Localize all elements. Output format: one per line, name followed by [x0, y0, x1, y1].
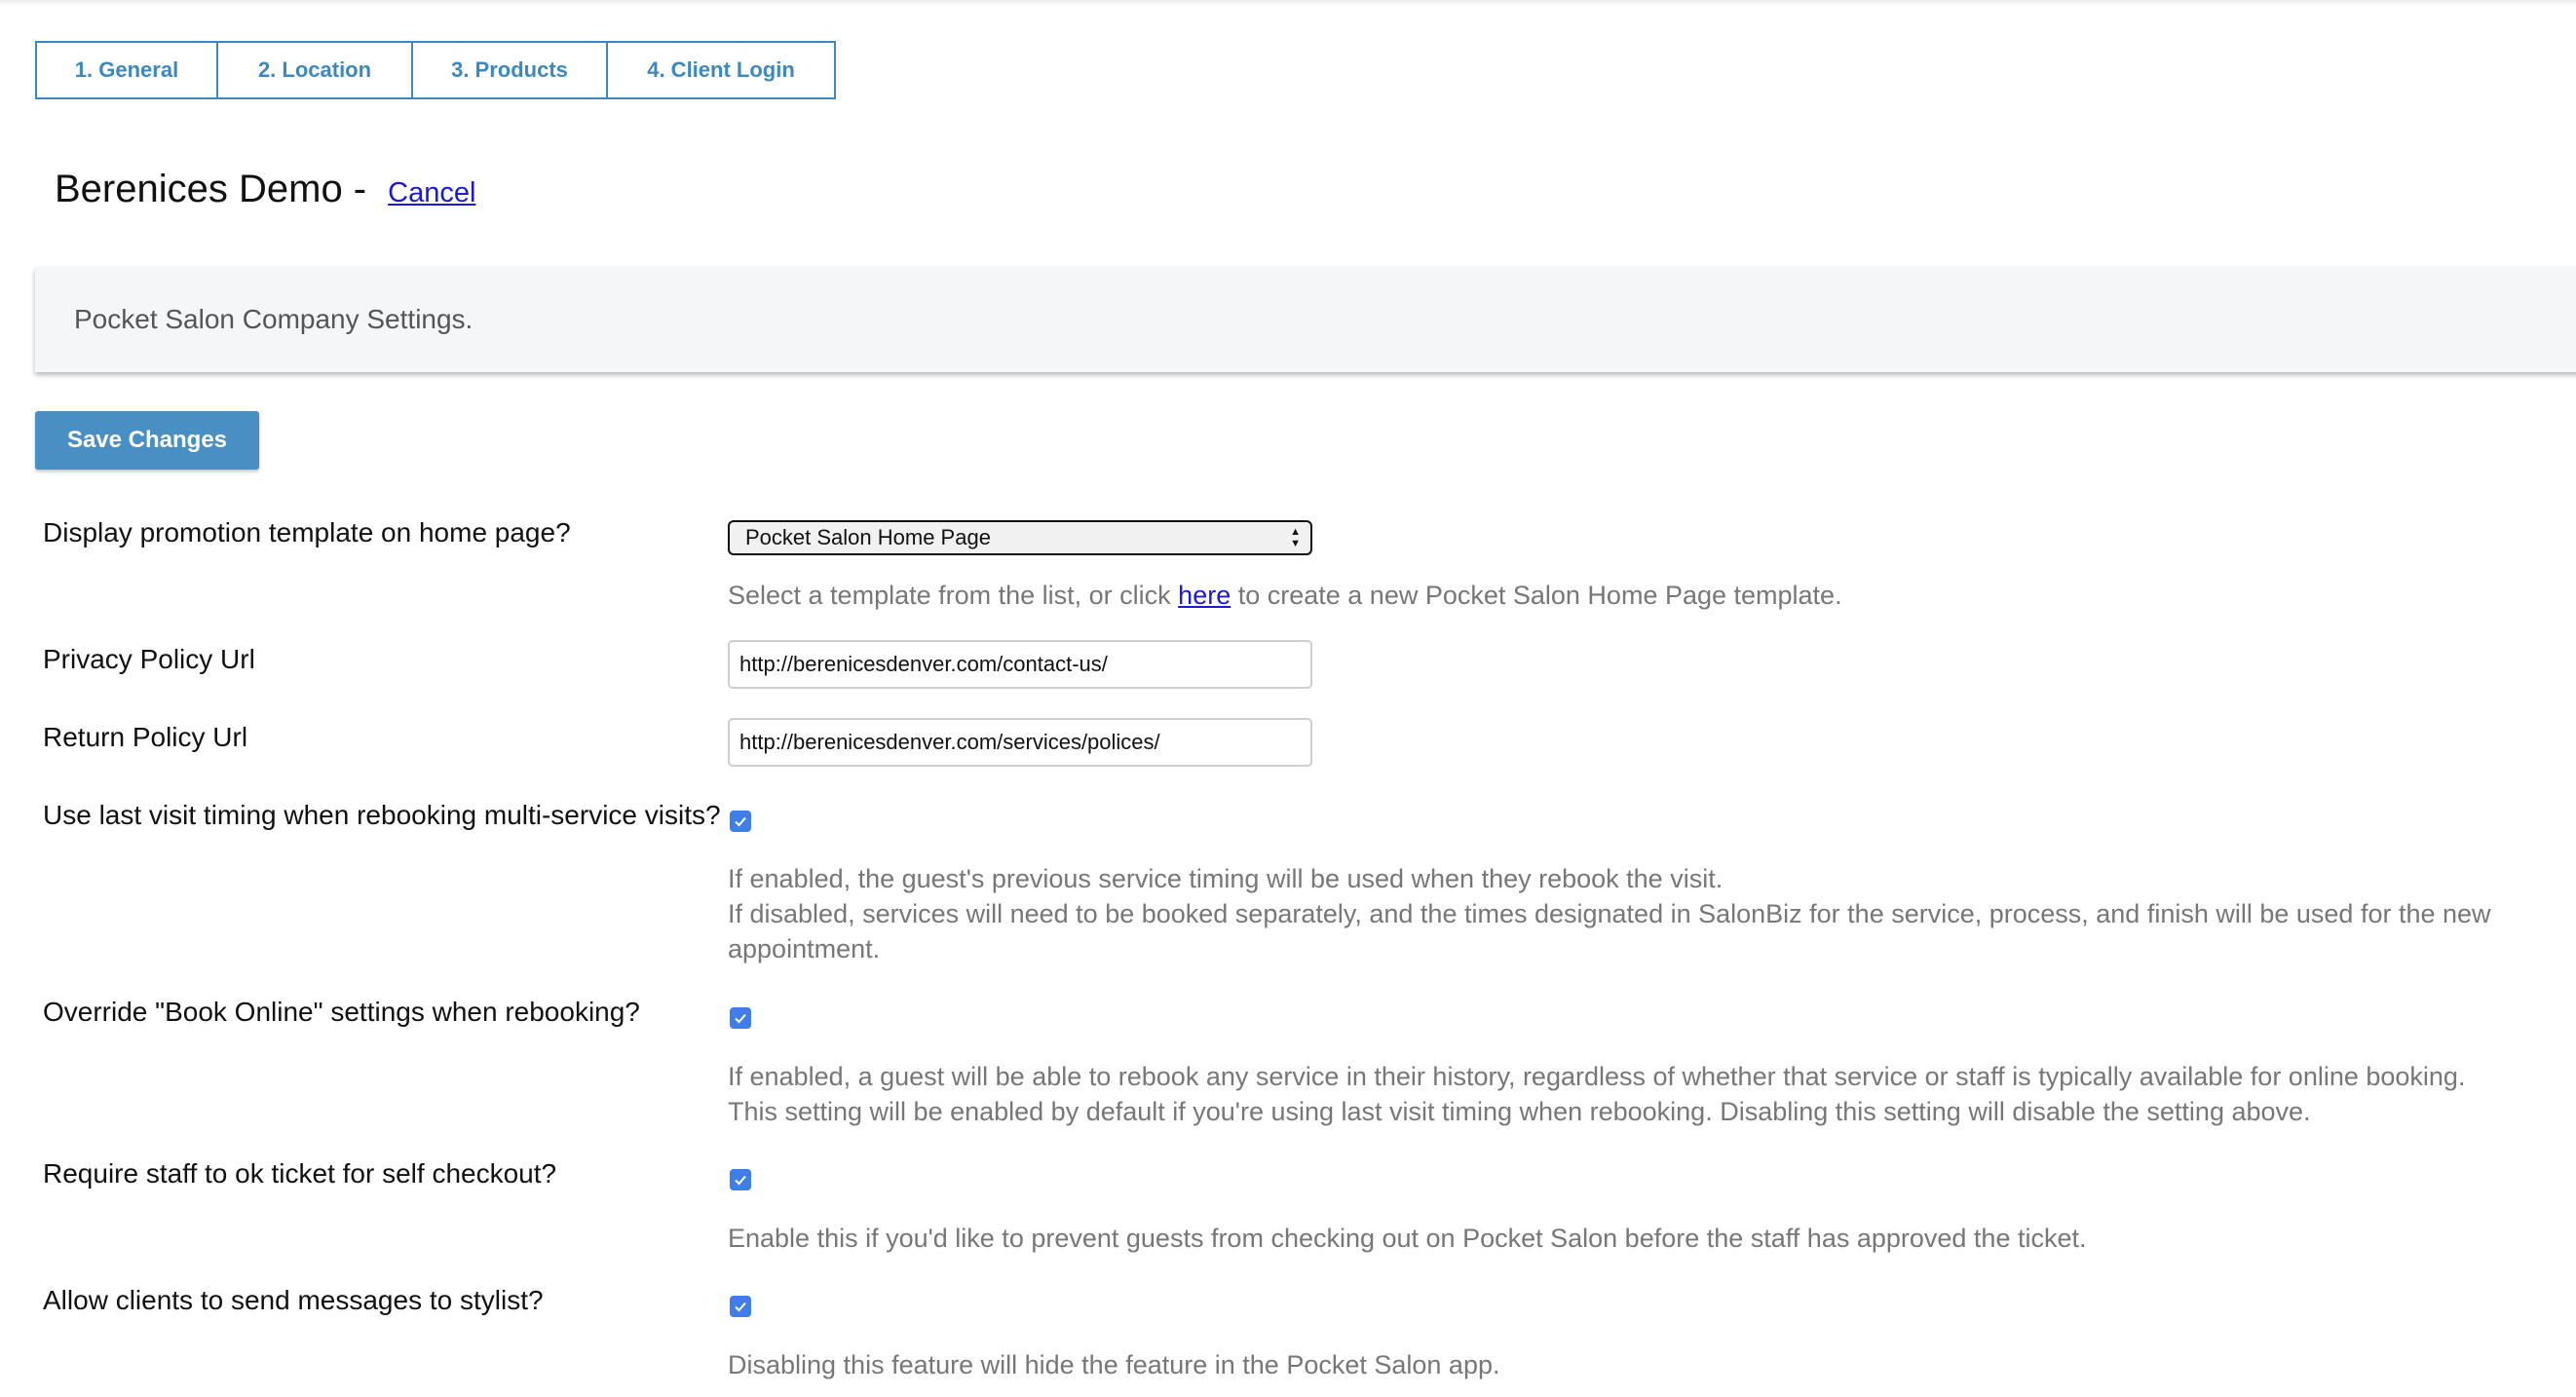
- save-changes-button[interactable]: Save Changes: [35, 411, 259, 470]
- staff-ok-checkbox[interactable]: [730, 1169, 751, 1190]
- tab-products[interactable]: 3. Products: [413, 43, 608, 97]
- promotion-template-select[interactable]: [728, 520, 1312, 555]
- return-policy-label: Return Policy Url: [43, 722, 248, 752]
- promotion-template-help: [728, 578, 1842, 613]
- top-shadow: [0, 0, 2576, 6]
- checkmark-icon: [733, 1172, 748, 1188]
- checkmark-icon: [733, 1010, 748, 1026]
- settings-banner: [35, 267, 2576, 372]
- cancel-link[interactable]: Cancel: [388, 177, 476, 208]
- last-visit-timing-checkbox[interactable]: [730, 811, 751, 832]
- messages-help: Disabling this feature will hide the feature in the Pocket Salon app.: [728, 1350, 1500, 1379]
- checkmark-icon: [733, 813, 748, 829]
- banner-text: Pocket Salon Company Settings.: [74, 304, 474, 334]
- promotion-template-label: Display promotion template on home page?: [43, 517, 571, 547]
- page-title: Berenices Demo -: [55, 168, 367, 210]
- return-policy-input[interactable]: [728, 718, 1312, 767]
- last-visit-help-3: appointment.: [728, 934, 881, 963]
- checkmark-icon: [733, 1299, 748, 1314]
- tab-general[interactable]: 1. General: [37, 43, 218, 97]
- privacy-policy-input[interactable]: [728, 640, 1312, 689]
- override-help-2: This setting will be enabled by default if you're using last visit timing when rebooking. Disabling this setting will disable the setting above.: [728, 1097, 2311, 1126]
- last-visit-help-2: If disabled, services will need to be booked separately, and the times designated in SalonBiz for the service, process, and finish will be used for the new: [728, 899, 2491, 928]
- tab-location[interactable]: 2. Location: [218, 43, 413, 97]
- last-visit-timing-label: Use last visit timing when rebooking multi-service visits?: [43, 800, 721, 830]
- tab-client-login[interactable]: 4. Client Login: [647, 57, 795, 82]
- override-book-online-label: Override "Book Online" settings when rebooking?: [43, 997, 640, 1027]
- staff-ok-help: Enable this if you'd like to prevent guests from checking out on Pocket Salon before the staff has approved the ticket.: [728, 1224, 2087, 1253]
- title-row: [55, 168, 475, 211]
- override-book-online-checkbox[interactable]: [730, 1007, 751, 1029]
- privacy-policy-label: Privacy Policy Url: [43, 644, 255, 674]
- staff-ok-label: Require staff to ok ticket for self checkout?: [43, 1158, 557, 1189]
- last-visit-help-1: If enabled, the guest's previous service timing will be used when they rebook the visit.: [728, 864, 1724, 893]
- promotion-help-before: Select a template from the list, or click: [728, 581, 1179, 610]
- messages-checkbox[interactable]: [730, 1296, 751, 1317]
- messages-label: Allow clients to send messages to stylist?: [43, 1285, 544, 1315]
- wizard-tabs: [35, 41, 836, 99]
- create-template-link[interactable]: here: [1178, 581, 1231, 610]
- promotion-help-after: to create a new Pocket Salon Home Page template.: [1231, 581, 1842, 610]
- override-help-1: If enabled, a guest will be able to rebook any service in their history, regardless of whether that service or staff is typically available for online booking.: [728, 1062, 2466, 1091]
- select-arrows-icon: ▲ ▼: [1290, 526, 1301, 549]
- promotion-template-selected: Pocket Salon Home Page: [745, 525, 991, 549]
